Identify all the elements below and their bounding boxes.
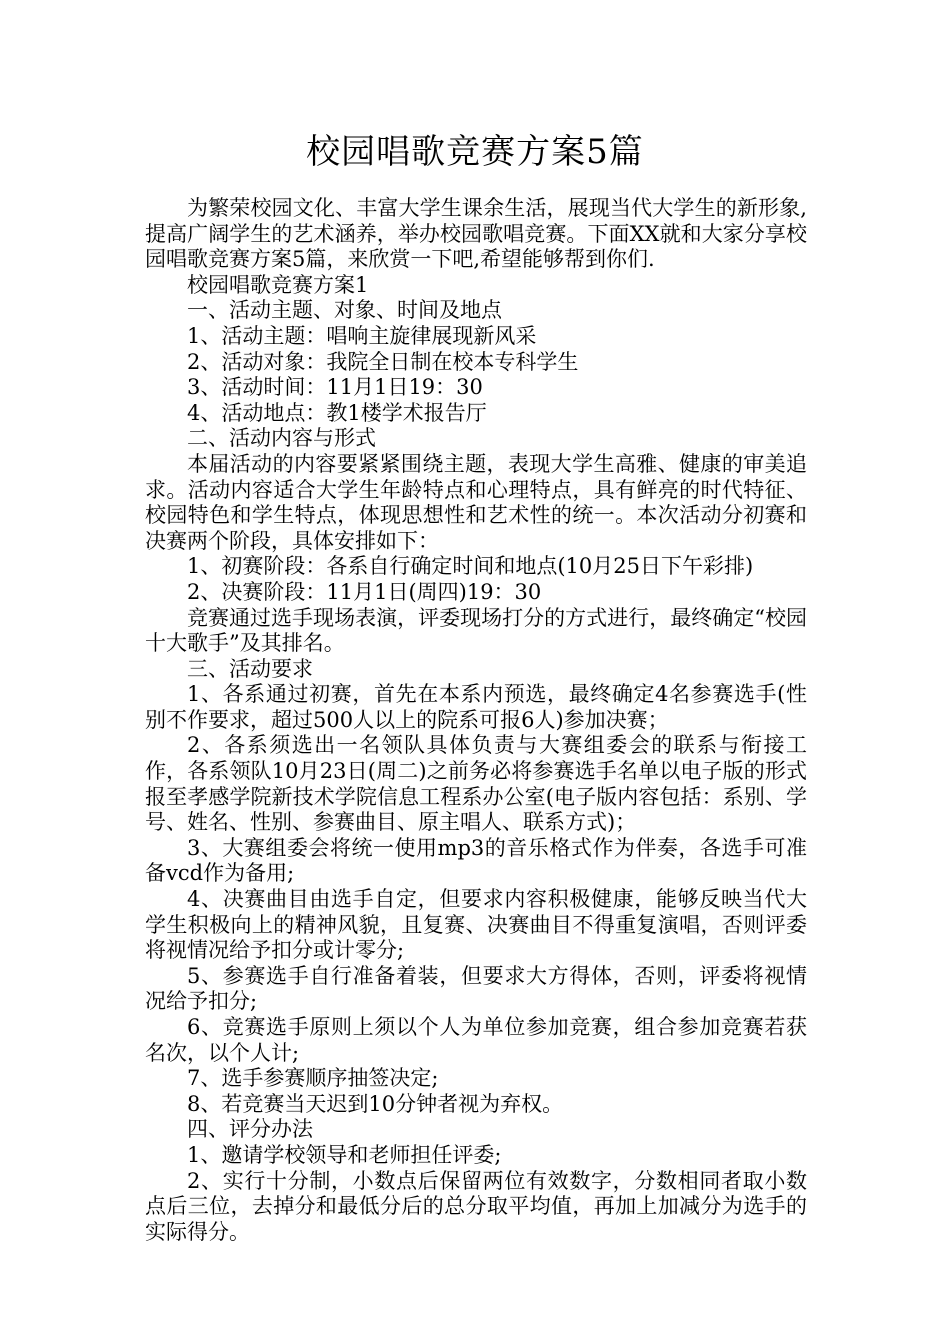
list-item: 4、活动地点：教1楼学术报告厅 <box>187 400 487 425</box>
list-item: 3、活动时间：11月1日19：30 <box>187 375 483 400</box>
body-paragraph: 竞赛通过选手现场表演，评委现场打分的方式进行，最终确定“校园十大歌手”及其排名。 <box>145 605 807 656</box>
list-item: 2、各系须选出一名领队具体负责与大赛组委会的联系与衔接工作，各系领队10月23日(周二)之前务必将参赛选手名单以电子版的形式报至孝感学院新技术学院信息工程系办公室(电子版内容包括：系别、学号、姓名、性别、参赛曲目、原主唱人、联系方式)； <box>145 733 807 835</box>
body-paragraph: 本届活动的内容要紧紧围绕主题，表现大学生高雅、健康的审美追求。活动内容适合大学生年龄特点和心理特点，具有鲜亮的时代特征、校园特色和学生特点，体现思想性和艺术性的统一。本次活动分初赛和决赛两个阶段，具体安排如下： <box>145 451 807 553</box>
plan-heading: 校园唱歌竞赛方案1 <box>187 272 369 297</box>
list-item: 1、各系通过初赛，首先在本系内预选，最终确定4名参赛选手(性别不作要求，超过500人以上的院系可报6人)参加决赛； <box>145 682 807 732</box>
list-item: 1、初赛阶段：各系自行确定时间和地点(10月25日下午彩排) <box>187 554 754 579</box>
list-item: 3、大赛组委会将统一使用mp3的音乐格式作为伴奏，各选手可准备vcd作为备用; <box>145 835 807 886</box>
list-item: 1、活动主题：唱响主旋律展现新风采 <box>187 323 537 348</box>
list-item: 2、活动对象：我院全日制在校本专科学生 <box>187 349 579 374</box>
section-heading: 一、活动主题、对象、时间及地点 <box>187 298 502 323</box>
list-item: 8、若竞赛当天迟到10分钟者视为弃权。 <box>187 1091 564 1116</box>
list-item: 1、邀请学校领导和老师担任评委; <box>187 1142 502 1167</box>
section-heading: 二、活动内容与形式 <box>187 426 376 451</box>
list-item: 6、竞赛选手原则上须以个人为单位参加竞赛，组合参加竞赛若获名次，以个人计; <box>145 1015 807 1065</box>
list-item: 2、决赛阶段：11月1日(周四)19：30 <box>187 579 542 604</box>
list-item: 2、实行十分制，小数点后保留两位有效数字，分数相同者取小数点后三位，去掉分和最低分后的总分取平均值，再加上加减分为选手的实际得分。 <box>145 1168 807 1244</box>
list-item: 5、参赛选手自行准备着装，但要求大方得体，否则，评委将视情况给予扣分; <box>145 963 807 1014</box>
intro-paragraph: 为繁荣校园文化、丰富大学生课余生活，展现当代大学生的新形象,提高广阔学生的艺术涵养，举办校园歌唱竞赛。下面XX就和大家分享校园唱歌竞赛方案5篇，来欣赏一下吧,希望能够帮到你们. <box>145 196 807 272</box>
document-title: 校园唱歌竞赛方案5篇 <box>306 132 644 172</box>
section-heading: 四、评分办法 <box>187 1117 313 1142</box>
document-body <box>145 196 807 1245</box>
section-heading: 三、活动要求 <box>187 656 313 681</box>
list-item: 7、选手参赛顺序抽签决定; <box>187 1066 439 1091</box>
list-item: 4、决赛曲目由选手自定，但要求内容积极健康，能够反映当代大学生积极向上的精神风貌，且复赛、决赛曲目不得重复演唱，否则评委将视情况给予扣分或计零分; <box>145 887 807 963</box>
